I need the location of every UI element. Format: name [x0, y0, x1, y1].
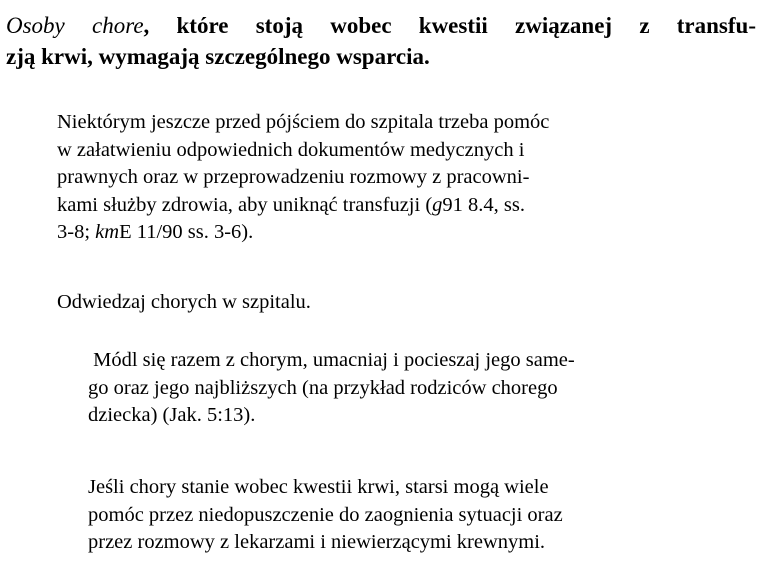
paragraph-line: Jeśli chory stanie wobec kwestii krwi, starsi mogą wiele	[88, 476, 549, 498]
text-segment: E 11/90 ss. 3-6).	[119, 221, 254, 243]
paragraph-line: w załatwieniu odpowiednich dokumentów medycznych i	[57, 138, 525, 161]
heading-lead: Osoby chore	[6, 13, 144, 38]
heading-line-1	[6, 10, 756, 41]
heading	[6, 10, 756, 72]
text-segment: 91 8.4, ss.	[442, 193, 525, 216]
text-segment: 3-8;	[57, 221, 96, 243]
paragraph-pray	[88, 347, 575, 430]
paragraph-line: Odwiedzaj chorych w szpitalu.	[57, 291, 311, 313]
reference-abbreviation: g	[432, 193, 443, 216]
paragraph-line: go oraz jego najbliższych (na przykład rodziców chorego	[88, 376, 558, 399]
text-segment: kami służby zdrowia, aby uniknąć transfuzji (	[57, 193, 433, 216]
paragraph-elders	[88, 474, 563, 557]
paragraph-visit	[57, 289, 311, 317]
paragraph-line: pomóc przez niedopuszczenie do zaognienia sytuacji oraz	[88, 503, 563, 526]
paragraph-line: prawnych oraz w przeprowadzeniu rozmowy z pracowni-	[57, 166, 530, 188]
paragraph-line	[57, 192, 549, 220]
heading-line-2: zją krwi, wymagają szczególnego wsparcia.	[6, 44, 430, 69]
heading-line-1-rest: , które stoją wobec kwestii związanej z transfu-	[143, 13, 756, 38]
paragraph-line: Módl się razem z chorym, umacniaj i pocieszaj jego same-	[88, 349, 575, 371]
paragraph-line	[57, 219, 549, 247]
paragraph-documents	[57, 109, 549, 247]
paragraph-line: Niektórym jeszcze przed pójściem do szpitala trzeba pomóc	[57, 111, 550, 133]
reference-abbreviation: km	[95, 221, 120, 243]
paragraph-line: dziecka) (Jak. 5:13).	[88, 404, 256, 426]
paragraph-line: przez rozmowy z lekarzami i niewierzącymi krewnymi.	[88, 531, 546, 553]
